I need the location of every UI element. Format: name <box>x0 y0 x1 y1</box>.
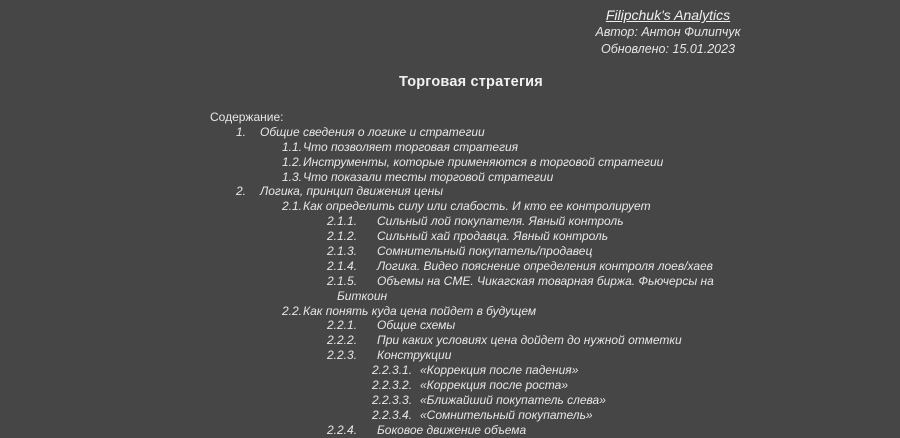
toc-item-text: Боковое движение объема <box>377 422 527 437</box>
toc-item-number: 2.1.5. <box>327 273 358 288</box>
toc-item <box>0 378 900 393</box>
toc-item-number: 1.1. <box>282 139 303 154</box>
toc-item-number: 2.1.3. <box>327 244 358 259</box>
toc-item <box>0 125 900 140</box>
contents-label: Содержание: <box>210 110 284 124</box>
toc-item-number: 2.2.3.4. <box>372 407 413 422</box>
toc-item-text: «Ближайший покупатель слева» <box>420 392 606 407</box>
toc-item-text: «Коррекция после падения» <box>420 363 579 378</box>
document-header <box>540 7 796 58</box>
toc-item-text: «Сомнительный покупатель» <box>420 407 593 422</box>
toc-item <box>0 289 900 304</box>
toc-item-text: Логика. Видео пояснение определения контроля лоев/хаев <box>377 258 713 273</box>
toc-item-text: Логика, принцип движения цены <box>260 184 444 199</box>
toc-item-number: 2.2.1. <box>327 318 358 333</box>
toc-item <box>0 304 900 319</box>
toc-item-number: 2.2.3.1. <box>372 363 413 378</box>
toc-item-number: 1.3. <box>282 169 303 184</box>
toc-item <box>0 348 900 363</box>
table-of-contents <box>0 110 900 438</box>
toc-item <box>0 229 900 244</box>
toc-item <box>0 184 900 199</box>
toc-item-text: Как понять куда цена пойдет в будущем <box>303 303 537 318</box>
toc-item <box>0 155 900 170</box>
toc-item-text: Конструкции <box>377 348 452 363</box>
toc-item-number: 2.2.3.2. <box>372 378 413 393</box>
toc-item <box>0 318 900 333</box>
toc-item <box>0 244 900 259</box>
toc-item-text: Сомнительный покупатель/продавец <box>377 244 593 259</box>
toc-item-number: 1. <box>236 124 247 139</box>
toc-item <box>0 363 900 378</box>
toc-item-number: 1.2. <box>282 154 303 169</box>
toc-item-number: 2.2.4. <box>327 422 358 437</box>
toc-item-number: 2.2.3.3. <box>372 392 413 407</box>
toc-item <box>0 214 900 229</box>
toc-item <box>0 199 900 214</box>
toc-item-text: При каких условиях цена дойдет до нужной отметки <box>377 333 682 348</box>
toc-item <box>0 393 900 408</box>
toc-item-number: 2.1.1. <box>327 214 358 229</box>
author-line: Автор: Антон Филипчук <box>595 25 741 39</box>
toc-item-number: 2.2. <box>282 303 303 318</box>
brand-title: Filipchuk's Analytics <box>605 7 731 23</box>
toc-item <box>0 259 900 274</box>
toc-item-number: 2.1.2. <box>327 229 358 244</box>
toc-list <box>0 125 900 438</box>
toc-item-text: Инструменты, которые применяются в торговой стратегии <box>303 154 664 169</box>
toc-item <box>0 408 900 423</box>
updated-line: Обновлено: 15.01.2023 <box>600 42 736 56</box>
toc-item <box>0 170 900 185</box>
toc-item-number: 2.2.2. <box>327 333 358 348</box>
toc-item-text: Что позволяет торговая стратегия <box>303 139 519 154</box>
toc-item-text: «Коррекция после роста» <box>420 378 568 393</box>
toc-item-number: 2.2.3. <box>327 348 358 363</box>
toc-item-text: Сильный лой покупателя. Явный контроль <box>377 214 624 229</box>
toc-item-number: 2.1.4. <box>327 258 358 273</box>
toc-item-text: Объемы на CME. Чикагская товарная биржа. Фьючерсы на <box>377 273 714 288</box>
toc-item <box>0 333 900 348</box>
toc-item <box>0 274 900 289</box>
toc-item-text: Что показали тесты торговой стратегии <box>303 169 554 184</box>
toc-item-number: 2.1. <box>282 199 303 214</box>
page-title: Торговая стратегия <box>399 74 543 90</box>
toc-item-text: Общие сведения о логике и стратегии <box>260 124 485 139</box>
toc-item <box>0 140 900 155</box>
toc-item-text: Общие схемы <box>377 318 456 333</box>
toc-item-number: 2. <box>236 184 247 199</box>
toc-item-text: Сильный хай продавца. Явный контроль <box>377 229 609 244</box>
toc-item <box>0 423 900 438</box>
toc-item-text: Биткоин <box>337 288 388 303</box>
toc-item-text: Как определить силу или слабость. И кто ее контролирует <box>303 199 651 214</box>
